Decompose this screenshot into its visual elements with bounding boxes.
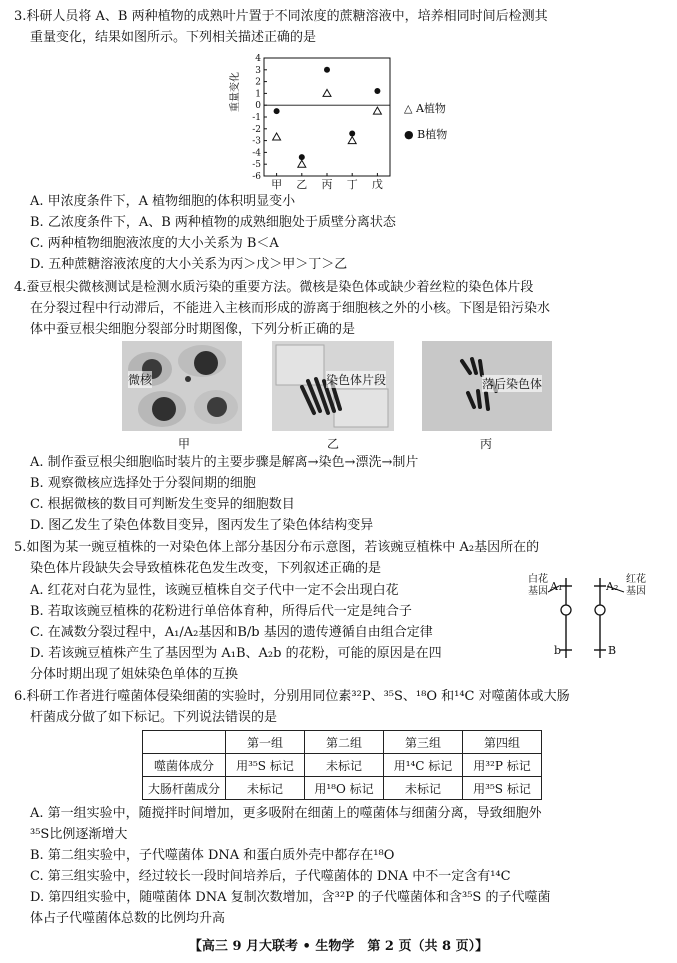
table-cell: 未标记 (384, 777, 463, 800)
y-tick-label: 0 (255, 101, 261, 112)
q4-stem-line1: 4.蚕豆根尖微核测试是检测水质污染的重要方法。微核是染色体或缺少着丝粒的染色体片段 (14, 280, 534, 295)
q6-option-c: C. 第三组实验中，经过较长一段时间培养后，子代噬菌体的 DNA 中不一定含有¹⁴C (30, 869, 511, 884)
legend-label-a: A植物 (415, 102, 446, 115)
q5-option-c: C. 在减数分裂过程中，A₁/A₂基因和B/b 基因的遗传遵循自由组合定律 (30, 625, 433, 640)
micrograph-bing (422, 341, 552, 431)
q5-chromosome-diagram (526, 572, 666, 664)
q3-stem-line2: 重量变化，结果如图所示。下列相关描述正确的是 (30, 30, 317, 45)
y-tick-label: -2 (252, 124, 261, 135)
dot-point (349, 131, 355, 137)
q3-option-a: A. 甲浓度条件下，A 植物细胞的体积明显变小 (30, 194, 296, 209)
dot-point (324, 67, 330, 73)
q4-stem-line2: 在分裂过程中行动滞后，不能进入主核而形成的游离于细胞核之外的小核。下图是铅污染水 (30, 301, 551, 316)
y-tick-label: -4 (252, 148, 261, 159)
q3-option-d: D. 五种蔗糖溶液浓度的大小关系为丙＞戊＞甲＞丁＞乙 (30, 257, 348, 272)
y-tick-label: -5 (252, 160, 261, 171)
label-white: 白花 (528, 574, 548, 585)
triangle-point (298, 160, 306, 167)
q4-option-c: C. 根据微核的数目可判断发生变异的细胞数目 (30, 497, 295, 512)
triangle-point (373, 107, 381, 114)
q3-option-c: C. 两种植物细胞液浓度的大小关系为 B＜A (30, 236, 279, 251)
micrograph-yi (272, 341, 394, 431)
x-tick-label: 丁 (346, 178, 358, 190)
x-tick-label: 戊 (371, 178, 383, 190)
y-tick-label: -3 (252, 136, 261, 147)
micrograph-jia (122, 341, 242, 431)
label-white-gene (528, 574, 548, 598)
gene-a2: A₂ (606, 580, 619, 593)
x-tick-label: 丙 (321, 178, 333, 190)
triangle-marker-icon: △ (404, 102, 416, 115)
gene-b-lower: b (554, 644, 562, 657)
legend-item-b (404, 122, 447, 148)
table-cell: 未标记 (305, 754, 384, 777)
q5-stem-line1: 5.如图为某一豌豆植株的一对染色体上部分基因分布示意图，若该豌豆植株中 A₂基因所在的 (14, 540, 540, 555)
q4-option-d: D. 图乙发生了染色体数目变异，图丙发生了染色体结构变异 (30, 518, 374, 533)
table-cell: 用¹⁸O 标记 (305, 777, 384, 800)
q3-option-b: B. 乙浓度条件下，A、B 两种植物的成熟细胞处于质壁分离状态 (30, 215, 396, 230)
q5-option-d2: 分体时期出现了姐妹染色单体的互换 (30, 667, 239, 682)
q4-stem-line3: 体中蚕豆根尖细胞分裂部分时期图像，下列分析正确的是 (30, 322, 356, 337)
label-gene-left: 基因 (528, 586, 548, 597)
q5-option-b: B. 若取该豌豆植株的花粉进行单倍体育种，所得后代一定是纯合子 (30, 604, 412, 619)
table-header-cell: 第四组 (463, 731, 542, 754)
q3-chart (228, 52, 508, 190)
table-header-row (143, 731, 542, 754)
table-row (143, 754, 542, 777)
table-cell: 未标记 (226, 777, 305, 800)
y-tick-label: 2 (255, 77, 261, 88)
table-cell: 用³⁵S 标记 (226, 754, 305, 777)
gene-a1: A₁ (550, 580, 563, 593)
caption-jia: 甲 (178, 437, 191, 451)
plot-frame (264, 58, 390, 176)
label-chromosome-fragment: 染色体片段 (326, 373, 387, 387)
q6-option-b: B. 第二组实验中，子代噬菌体 DNA 和蛋白质外壳中都存在¹⁸O (30, 848, 395, 863)
legend-item-a (404, 96, 447, 122)
scatter-plot (228, 52, 508, 190)
x-tick-label: 甲 (271, 178, 283, 190)
y-tick-label: 1 (255, 89, 261, 100)
caption-yi: 乙 (327, 437, 340, 451)
table-header-cell: 第三组 (384, 731, 463, 754)
y-tick-label: -1 (252, 113, 261, 123)
table-cell: 用³²P 标记 (463, 754, 542, 777)
q6-stem-line1: 6.科研工作者进行噬菌体侵染细菌的实验时，分别用同位素³²P、³⁵S、¹⁸O 和¹⁴C 对噬菌体或大肠 (14, 689, 570, 704)
triangle-point (348, 137, 356, 144)
dot-marker-icon: ● (404, 128, 418, 141)
page-footer: 【高三 9 月大联考 • 生物学 第 2 页（共 8 页）】 (188, 939, 489, 954)
label-gene-right: 基因 (626, 586, 646, 597)
table-header-cell (143, 731, 226, 754)
q6-option-a1: A. 第一组实验中，随搅拌时间增加，更多吸附在细菌上的噬菌体与细菌分离，导致细胞外 (30, 806, 542, 821)
table-header-cell: 第一组 (226, 731, 305, 754)
table-cell: 用¹⁴C 标记 (384, 754, 463, 777)
caption-bing: 丙 (480, 437, 493, 451)
chart-ylabel: 重量变化 (230, 72, 241, 112)
table-header-cell: 第二组 (305, 731, 384, 754)
legend-label-b: B植物 (417, 128, 448, 141)
legend (404, 96, 447, 148)
triangle-point (323, 89, 331, 96)
gene-b-upper: B (608, 644, 617, 657)
q5-option-a: A. 红花对白花为显性，该豌豆植株自交子代中一定不会出现白花 (30, 583, 399, 598)
dot-point (374, 88, 380, 94)
q4-option-b: B. 观察微核应选择处于分裂间期的细胞 (30, 476, 256, 491)
q6-option-a2: ³⁵S比例逐渐增大 (30, 827, 128, 842)
table-cell: 用³⁵S 标记 (463, 777, 542, 800)
q4-option-a: A. 制作蚕豆根尖细胞临时装片的主要步骤是解离→染色→漂洗→制片 (30, 455, 419, 470)
x-tick-label: 乙 (296, 178, 308, 190)
table-cell: 噬菌体成分 (143, 754, 226, 777)
y-tick-label: 4 (255, 54, 261, 64)
q5-stem-line2: 染色体片段缺失会导致植株花色发生改变，下列叙述正确的是 (30, 561, 382, 576)
table-row (143, 777, 542, 800)
y-tick-label: 3 (255, 65, 261, 76)
q6-option-d1: D. 第四组实验中，随噬菌体 DNA 复制次数增加，含³²P 的子代噬菌体和含³⁵S 的子代噬菌 (30, 890, 551, 905)
q6-stem-line2: 杆菌成分做了如下标记。下列说法错误的是 (30, 710, 278, 725)
label-micronucleus: 微核 (128, 373, 153, 387)
label-lagging-chromosome: 落后染色体 (482, 377, 543, 391)
label-red-gene (626, 574, 646, 598)
q6-option-d2: 体占子代噬菌体总数的比例均升高 (30, 911, 226, 926)
table-cell: 大肠杆菌成分 (143, 777, 226, 800)
dot-point (274, 108, 280, 114)
dot-point (299, 154, 305, 160)
y-tick-label: -6 (252, 172, 261, 182)
q3-stem-line1: 3.科研人员将 A、B 两种植物的成熟叶片置于不同浓度的蔗糖溶液中，培养相同时间后检测其 (14, 9, 548, 24)
label-red: 红花 (626, 574, 646, 585)
isotope-table (142, 730, 542, 800)
q5-option-d1: D. 若该豌豆植株产生了基因型为 A₁B、A₂b 的花粉，可能的原因是在四 (30, 646, 442, 661)
triangle-point (273, 133, 281, 140)
